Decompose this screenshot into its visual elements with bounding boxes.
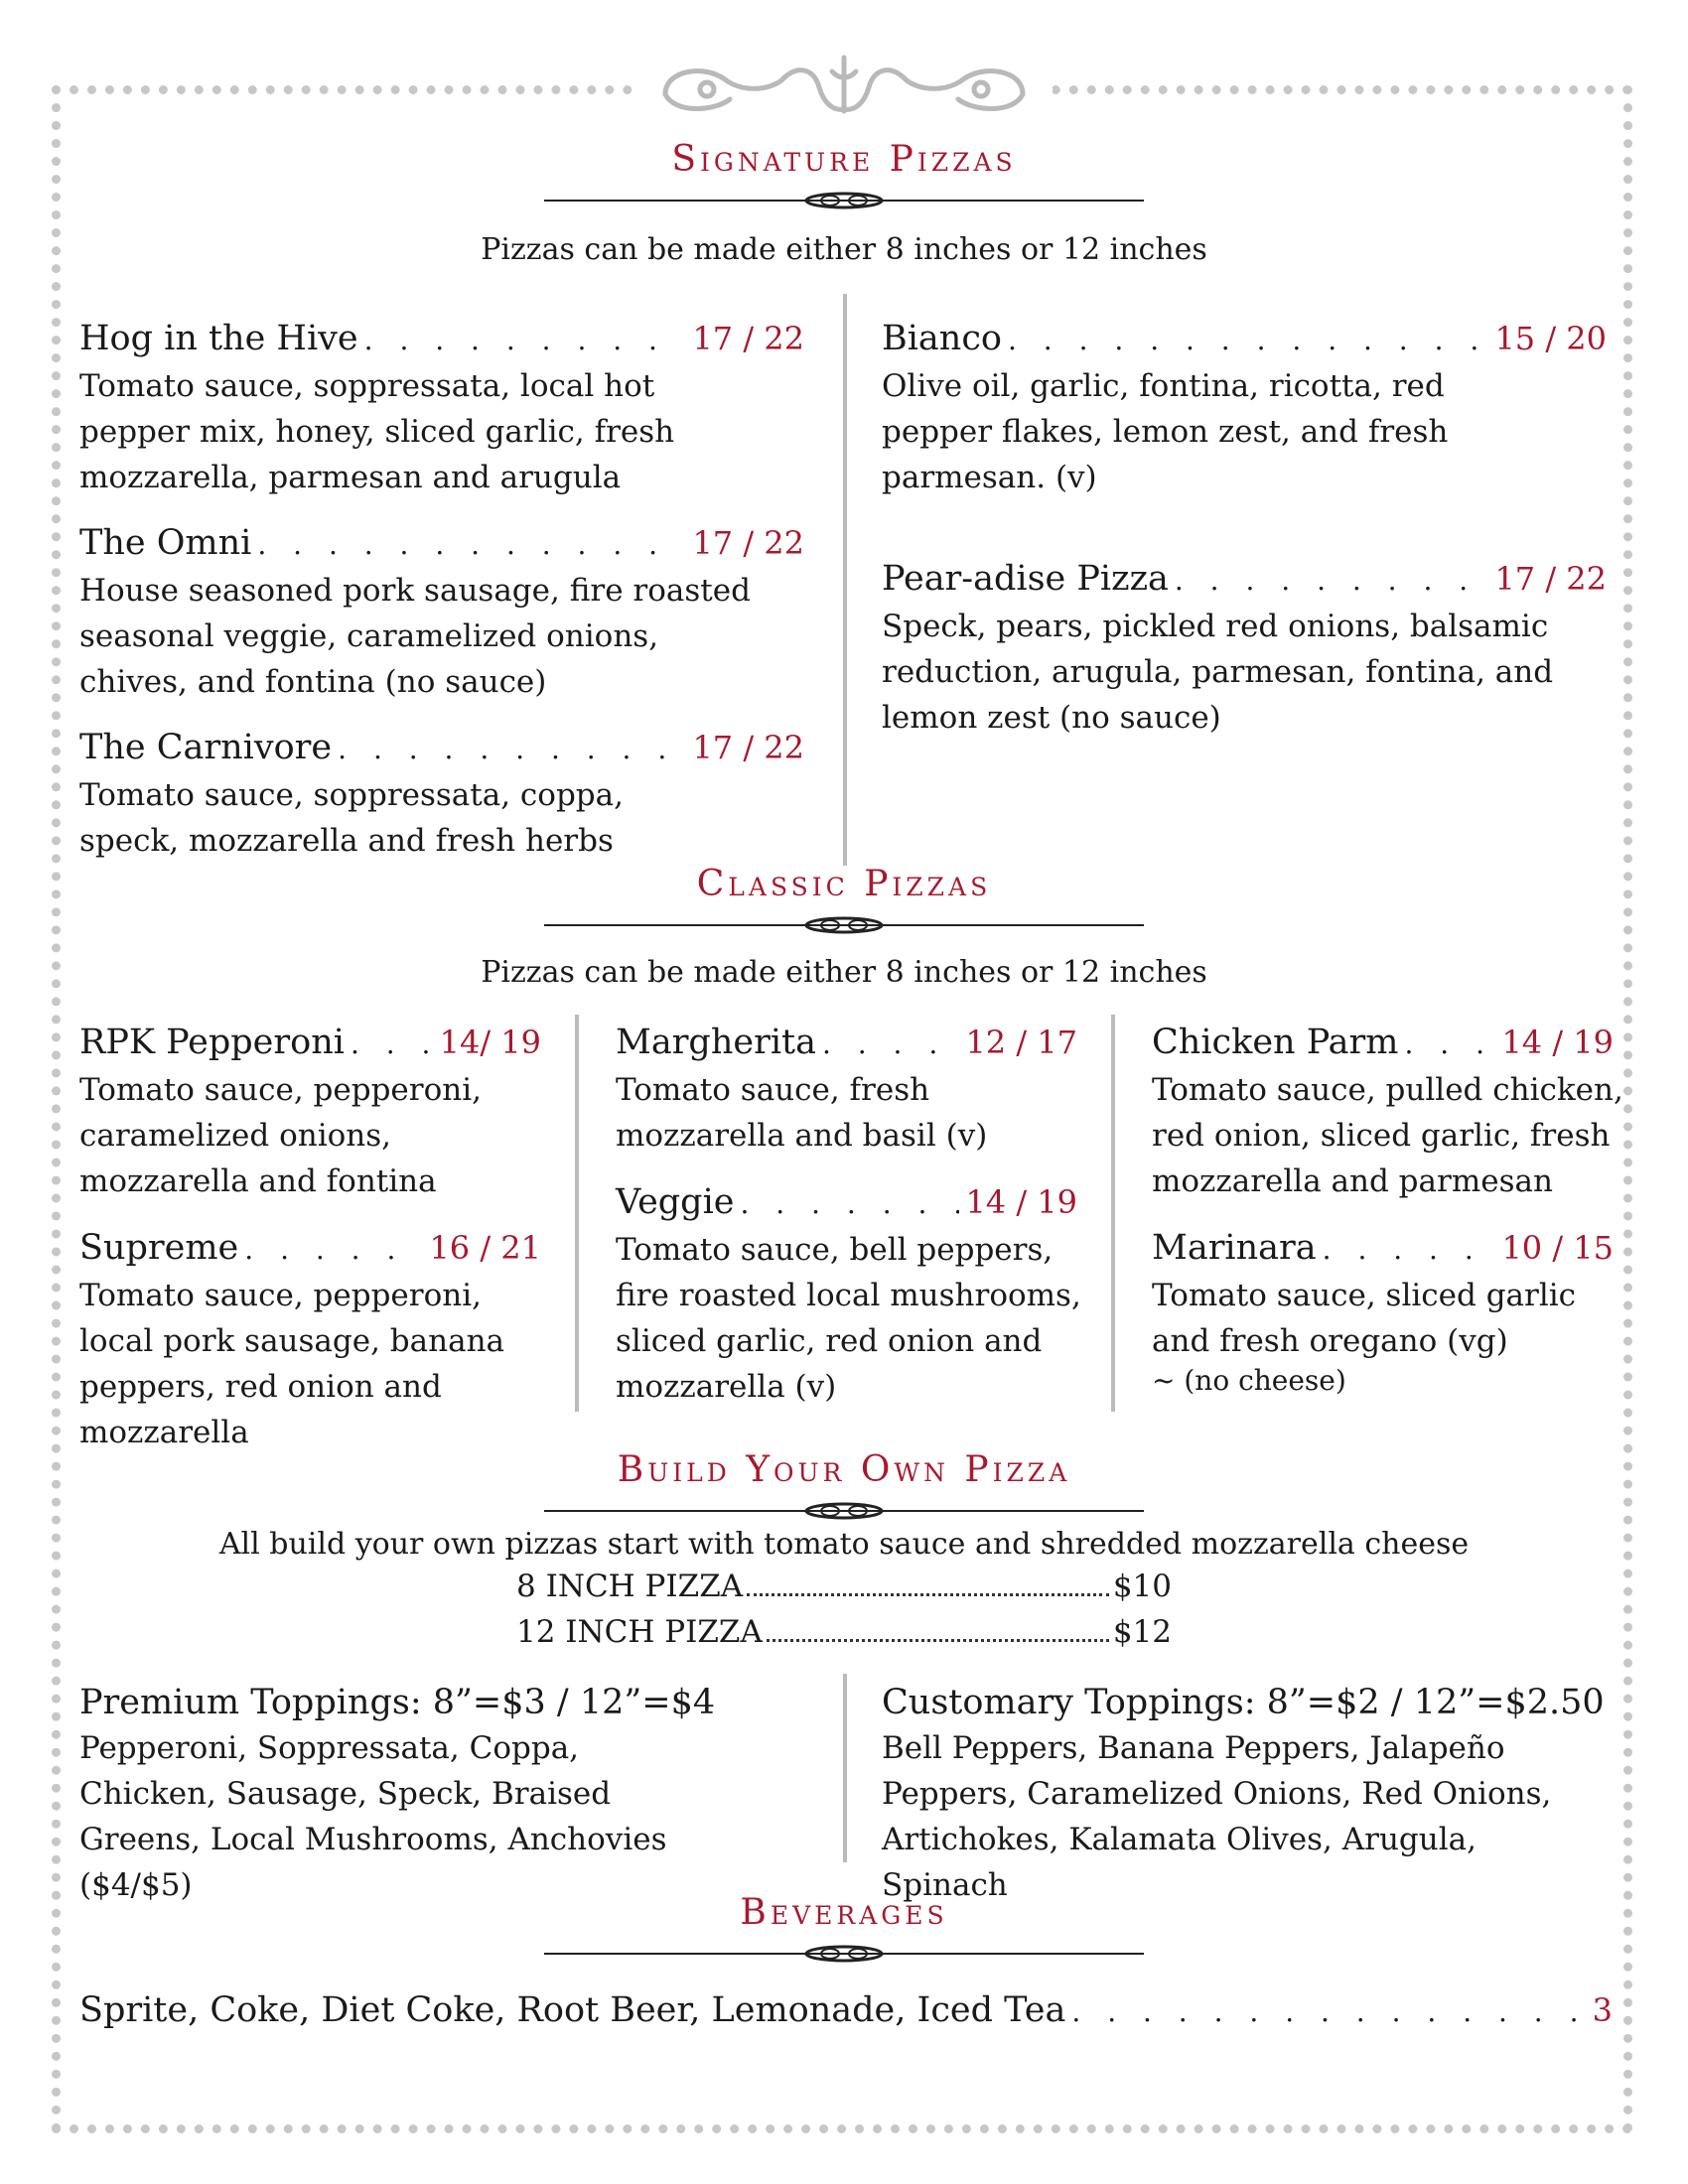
item-name: Supreme bbox=[79, 1228, 239, 1268]
item-price: 12 / 17 bbox=[965, 1024, 1077, 1061]
dot-leader bbox=[244, 1227, 423, 1273]
item-price: 17 / 22 bbox=[692, 320, 804, 357]
dot-leader bbox=[257, 522, 686, 568]
size-price-line bbox=[516, 1569, 1172, 1604]
dot-leader bbox=[822, 1022, 959, 1067]
item-description: Tomato sauce, bell peppers, fire roasted local mushrooms, sliced garlic, red onion and mozzarella (v) bbox=[616, 1232, 1081, 1405]
item-name: Marinara bbox=[1152, 1228, 1317, 1268]
item-name: The Omni bbox=[79, 523, 252, 563]
premium-toppings-title: Premium Toppings: 8”=$3 / 12”=$4 bbox=[79, 1683, 716, 1722]
signature-size-note: Pizzas can be made either 8 inches or 12 inches bbox=[481, 232, 1207, 267]
dot-leader bbox=[1323, 1227, 1496, 1273]
dot-leader bbox=[1175, 558, 1489, 604]
signature-section-title: Signature Pizzas bbox=[671, 139, 1017, 180]
menu-item bbox=[79, 725, 804, 864]
dot-leader bbox=[741, 1181, 960, 1227]
flourish-ornament-icon bbox=[635, 50, 1053, 129]
menu-item bbox=[616, 1020, 1077, 1159]
item-name: Bianco bbox=[882, 319, 1002, 358]
menu-item bbox=[79, 1020, 541, 1204]
item-note: ~ (no cheese) bbox=[1152, 1364, 1346, 1397]
item-description: Tomato sauce, fresh mozzarella and basil (v) bbox=[616, 1072, 988, 1154]
premium-toppings-list: Pepperoni, Soppressata, Coppa, Chicken, Sausage, Speck, Braised Greens, Local Mushrooms, Anchovies ($4/$5) bbox=[79, 1730, 667, 1903]
item-description: Olive oil, garlic, fontina, ricotta, red pepper flakes, lemon zest, and fresh parmesan. (v) bbox=[882, 368, 1449, 495]
dot-leader bbox=[767, 1631, 1109, 1642]
item-description: Tomato sauce, soppressata, local hot pepper mix, honey, sliced garlic, fresh mozzarella, parmesan and arugula bbox=[79, 368, 675, 495]
byo-note: All build your own pizzas start with tomato sauce and shredded mozzarella cheese bbox=[218, 1527, 1470, 1562]
size-price: $10 bbox=[1112, 1569, 1172, 1604]
column-divider bbox=[843, 294, 847, 866]
section-rule-icon bbox=[544, 1944, 1144, 1964]
menu-item bbox=[79, 520, 804, 705]
column-divider bbox=[575, 1015, 579, 1412]
dot-leader bbox=[1008, 318, 1488, 363]
size-label: 8 INCH PIZZA bbox=[516, 1569, 744, 1604]
dot-leader bbox=[747, 1585, 1109, 1596]
dot-leader bbox=[364, 318, 687, 363]
item-name: Sprite, Coke, Diet Coke, Root Beer, Lemonade, Iced Tea bbox=[79, 1990, 1066, 2030]
size-label: 12 INCH PIZZA bbox=[516, 1614, 763, 1650]
customary-toppings bbox=[882, 1680, 1617, 1908]
item-price: 10 / 15 bbox=[1501, 1229, 1614, 1267]
section-rule-icon bbox=[544, 915, 1144, 935]
item-price: 14 / 19 bbox=[965, 1183, 1077, 1221]
item-description: Tomato sauce, pepperoni, caramelized onions, mozzarella and fontina bbox=[79, 1072, 482, 1199]
menu-item bbox=[79, 1225, 541, 1455]
item-price: 17 / 22 bbox=[1494, 560, 1607, 598]
column-divider bbox=[843, 1674, 847, 1862]
item-name: Pear-adise Pizza bbox=[882, 559, 1169, 599]
item-name: Hog in the Hive bbox=[79, 319, 358, 358]
section-rule-icon bbox=[544, 191, 1144, 210]
item-price: 17 / 22 bbox=[692, 729, 804, 766]
classic-size-note: Pizzas can be made either 8 inches or 12 inches bbox=[481, 955, 1207, 990]
menu-item bbox=[79, 1987, 1613, 2035]
item-price: 3 bbox=[1592, 1991, 1613, 2029]
menu-item bbox=[1152, 1020, 1623, 1204]
customary-toppings-title: Customary Toppings: 8”=$2 / 12”=$2.50 bbox=[882, 1683, 1605, 1722]
beverages-section-title: Beverages bbox=[740, 1892, 948, 1933]
item-description: Tomato sauce, soppressata, coppa, speck, mozzarella and fresh herbs bbox=[79, 777, 624, 859]
menu-item bbox=[882, 316, 1607, 500]
item-name: The Carnivore bbox=[79, 728, 333, 767]
size-price: $12 bbox=[1112, 1614, 1172, 1650]
item-description: House seasoned pork sausage, fire roasted seasonal veggie, caramelized onions, chives, and fontina (no sauce) bbox=[79, 573, 751, 700]
dot-leader bbox=[1404, 1022, 1495, 1067]
item-price: 14/ 19 bbox=[439, 1024, 541, 1061]
item-price: 17 / 22 bbox=[692, 524, 804, 562]
customary-toppings-list: Bell Peppers, Banana Peppers, Jalapeño Peppers, Caramelized Onions, Red Onions, Artichokes, Kalamata Olives, Arugula, Spinach bbox=[882, 1730, 1552, 1903]
item-name: RPK Pepperoni bbox=[79, 1023, 345, 1062]
dot-leader bbox=[1071, 1989, 1586, 2035]
premium-toppings bbox=[79, 1680, 814, 1908]
item-price: 14 / 19 bbox=[1501, 1024, 1614, 1061]
item-description: Tomato sauce, pulled chicken, red onion, sliced garlic, fresh mozzarella and parmesan bbox=[1152, 1072, 1623, 1199]
menu-item bbox=[882, 556, 1607, 741]
menu-item bbox=[79, 316, 804, 500]
item-description: Tomato sauce, pepperoni, local pork sausage, banana peppers, red onion and mozzarella bbox=[79, 1278, 505, 1450]
item-description: Tomato sauce, sliced garlic and fresh oregano (vg) bbox=[1152, 1278, 1577, 1359]
column-divider bbox=[1111, 1015, 1115, 1412]
item-name: Margherita bbox=[616, 1023, 816, 1062]
dot-leader bbox=[338, 727, 686, 772]
item-price: 16 / 21 bbox=[429, 1229, 541, 1267]
menu-item bbox=[616, 1179, 1081, 1410]
item-name: Veggie bbox=[616, 1182, 735, 1222]
item-price: 15 / 20 bbox=[1494, 320, 1607, 357]
menu-item bbox=[1152, 1225, 1614, 1398]
size-price-line bbox=[516, 1614, 1172, 1650]
classic-section-title: Classic Pizzas bbox=[696, 864, 992, 904]
item-description: Speck, pears, pickled red onions, balsamic reduction, arugula, parmesan, fontina, and lemon zest (no sauce) bbox=[882, 609, 1554, 736]
dot-leader bbox=[351, 1022, 434, 1067]
section-rule-icon bbox=[544, 1501, 1144, 1521]
byo-section-title: Build Your Own Pizza bbox=[617, 1449, 1071, 1490]
item-name: Chicken Parm bbox=[1152, 1023, 1399, 1062]
